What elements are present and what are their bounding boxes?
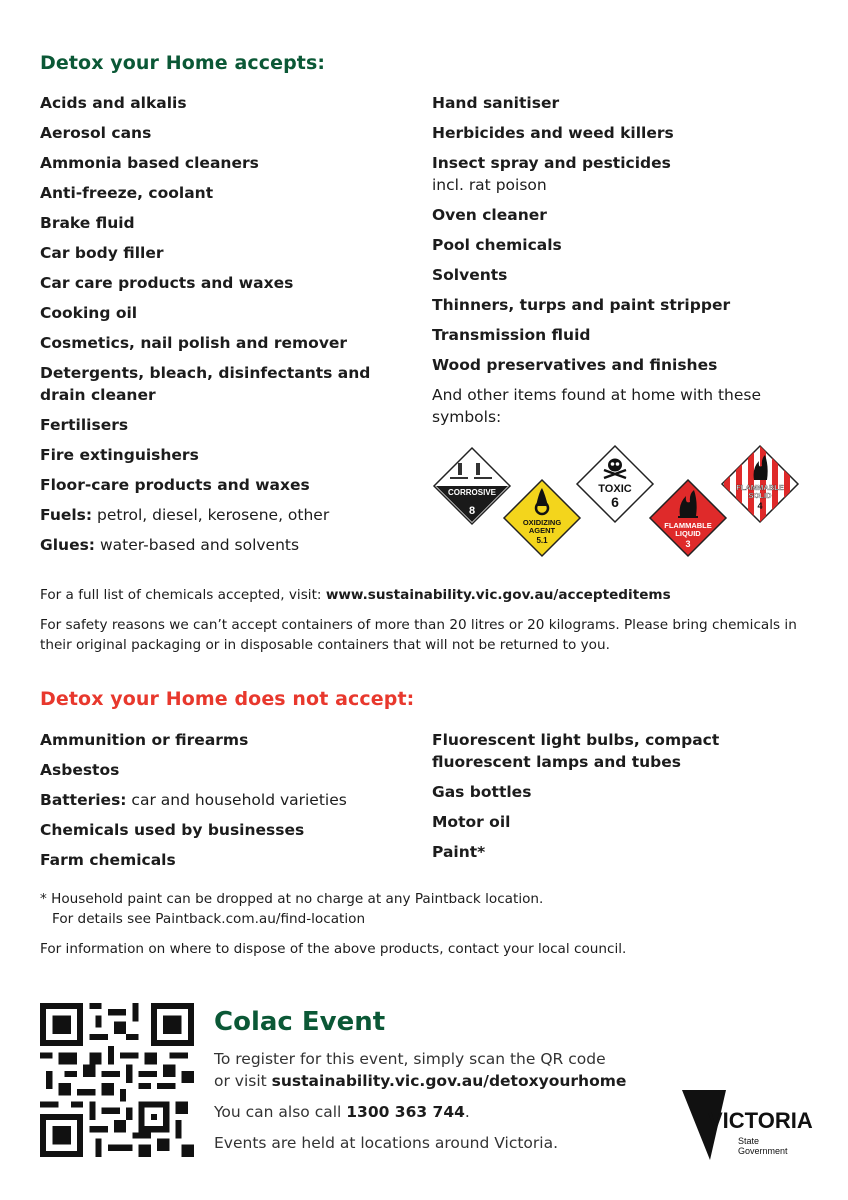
list-item: Pool chemicals	[432, 236, 562, 254]
list-item: Cosmetics, nail polish and remover	[40, 334, 348, 352]
detox-link[interactable]: sustainability.vic.gov.au/detoxyourhome	[271, 1072, 627, 1090]
list-item: Ammonia based cleaners	[40, 154, 259, 172]
paint-footnote: * Household paint can be dropped at no charge at any Paintback location.	[40, 891, 544, 907]
list-item: Cooking oil	[40, 304, 138, 322]
flammable-solid-label-2: SOLID	[748, 491, 772, 500]
symbols-intro: And other items found at home with these symbols:	[432, 386, 762, 426]
corrosive-icon	[432, 446, 512, 526]
oxidizing-class: 5.1	[536, 536, 548, 545]
qr-code[interactable]	[40, 1003, 194, 1157]
accepts-list-right	[432, 92, 812, 428]
logo-government: Government	[738, 1146, 788, 1156]
list-item: Glues: water-based and solvents	[40, 536, 300, 554]
list-item: Herbicides and weed killers	[432, 124, 674, 142]
oxidizing-agent-icon	[502, 478, 582, 558]
list-item: Fire extinguishers	[40, 446, 199, 464]
list-item: Floor-care products and waxes	[40, 476, 310, 494]
not-accepts-heading: Detox your Home does not accept:	[40, 688, 415, 710]
flammable-solid-class: 4	[757, 501, 763, 511]
paintback-link[interactable]: For details see Paintback.com.au/find-location	[52, 911, 366, 927]
list-item: Acids and alkalis	[40, 94, 187, 112]
list-item: Fuels: petrol, diesel, kerosene, other	[40, 506, 330, 524]
list-item: Hand sanitiser	[432, 94, 560, 112]
list-item: Car body filler	[40, 244, 164, 262]
list-item: Fluorescent light bulbs, compact fluorescent lamps and tubes	[432, 731, 720, 771]
event-title: Colac Event	[214, 1007, 386, 1037]
list-item: Motor oil	[432, 813, 511, 831]
corrosive-class: 8	[468, 505, 476, 517]
accepted-items-link[interactable]: www.sustainability.vic.gov.au/accepteditems	[325, 587, 671, 603]
flammable-liquid-label-2: LIQUID	[675, 529, 701, 538]
list-item: Fertilisers	[40, 416, 129, 434]
phone-number[interactable]: 1300 363 744	[346, 1103, 465, 1121]
event-call-text: You can also call 1300 363 744.	[214, 1103, 470, 1121]
flammable-liquid-class: 3	[685, 539, 691, 549]
event-locations-text: Events are held at locations around Victoria.	[214, 1134, 559, 1152]
list-item: Anti-freeze, coolant	[40, 184, 214, 202]
not-accepts-list-right	[432, 729, 812, 871]
list-item: Gas bottles	[432, 783, 532, 801]
toxic-label: TOXIC	[598, 483, 632, 495]
list-item: Car care products and waxes	[40, 274, 294, 292]
corrosive-label: CORROSIVE	[447, 488, 497, 497]
victoria-government-logo	[680, 1088, 815, 1163]
list-item: Insect spray and pesticides incl. rat poison	[432, 154, 671, 194]
toxic-class: 6	[611, 494, 619, 510]
safety-note: For safety reasons we can’t accept containers of more than 20 litres or 20 kilograms. Please bring chemicals in their original packaging or in disposable containers that will not be returned to you.	[40, 617, 797, 653]
logo-state: State	[738, 1136, 760, 1146]
list-item: Thinners, turps and paint stripper	[432, 296, 731, 314]
council-note: For information on where to dispose of the above products, contact your local council.	[40, 941, 627, 957]
list-item: Farm chemicals	[40, 851, 176, 869]
event-visit-text: or visit sustainability.vic.gov.au/detoxyourhome	[214, 1072, 627, 1090]
logo-wordmark: VICTORIA	[708, 1108, 813, 1133]
oxidizing-label-1: OXIDIZING	[522, 518, 562, 527]
accepts-list-left	[40, 92, 420, 564]
list-item: Paint*	[432, 843, 486, 861]
hazard-symbols	[432, 444, 822, 562]
flammable-liquid-label-1: FLAMMABLE	[664, 521, 712, 530]
list-item: Aerosol cans	[40, 124, 152, 142]
full-list-note: For a full list of chemicals accepted, visit: www.sustainability.vic.gov.au/accepteditems	[40, 587, 671, 603]
list-item: Brake fluid	[40, 214, 135, 232]
list-item: Transmission fluid	[432, 326, 591, 344]
not-accepts-list-left	[40, 729, 420, 879]
oxidizing-label-2: AGENT	[528, 526, 556, 535]
list-item: Solvents	[432, 266, 508, 284]
toxic-icon	[575, 444, 655, 524]
flammable-solid-icon	[720, 444, 800, 524]
flammable-liquid-icon	[648, 478, 728, 558]
list-item: Wood preservatives and finishes	[432, 356, 718, 374]
list-item: Detergents, bleach, disinfectants and drain cleaner	[40, 364, 371, 404]
list-item: Batteries: car and household varieties	[40, 791, 347, 809]
list-item: Chemicals used by businesses	[40, 821, 305, 839]
flammable-solid-label-1: FLAMMABLE	[736, 483, 784, 492]
accepts-heading: Detox your Home accepts:	[40, 52, 326, 74]
list-item: Asbestos	[40, 761, 120, 779]
event-register-text: To register for this event, simply scan the QR code	[214, 1050, 606, 1068]
list-item: Ammunition or firearms	[40, 731, 249, 749]
list-item: Oven cleaner	[432, 206, 547, 224]
